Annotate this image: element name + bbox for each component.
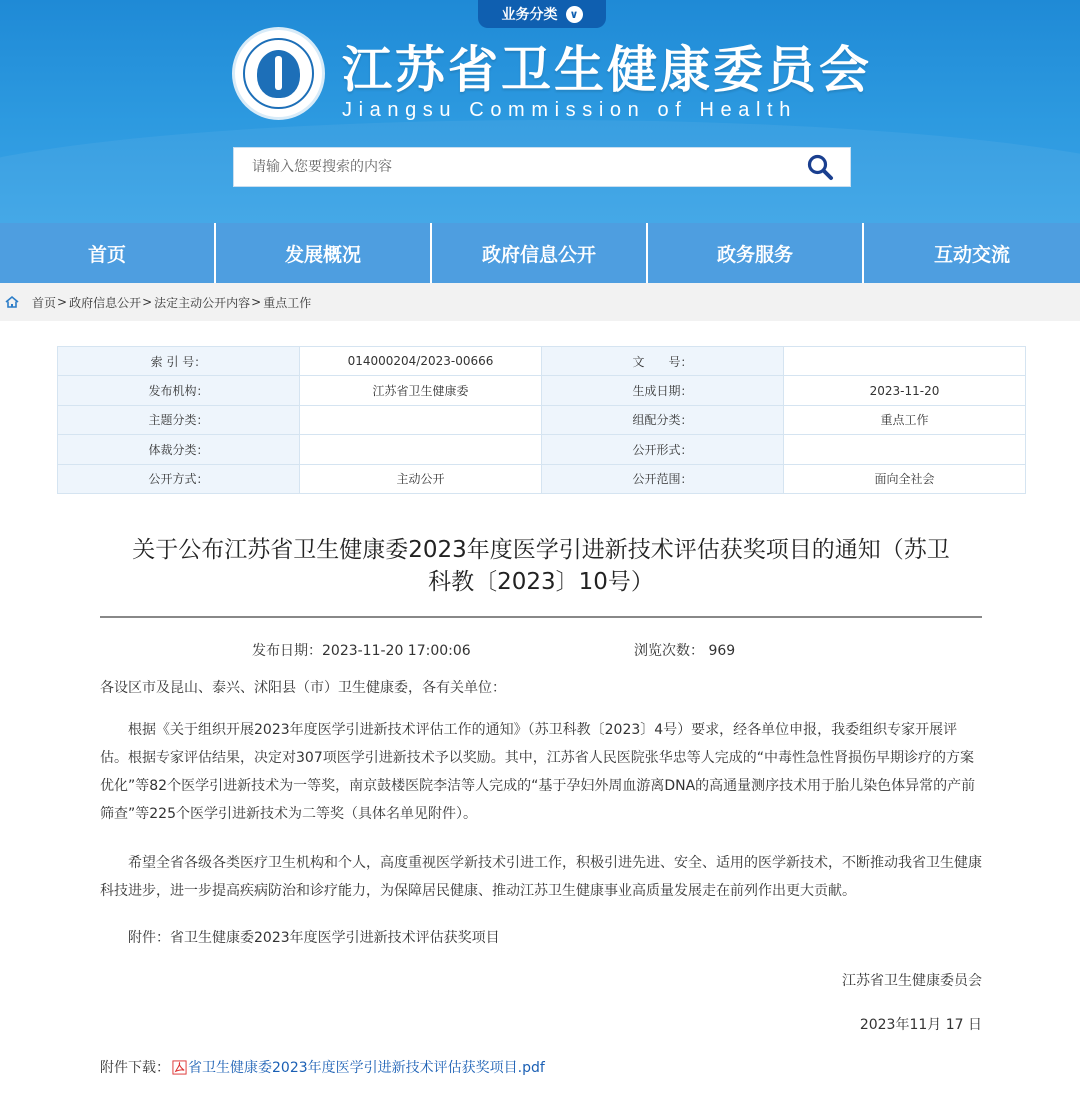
paragraph-2: 希望全省各级各类医疗卫生机构和个人，高度重视医学新技术引进工作，积极引进先进、安全、适用的医学新技术，不断推动我省卫生健康科技进步，进一步提高疾病防治和诊疗能力，为保障居民健康、推动江苏卫生健康事业高质量发展走在前列作出更大贡献。 — [100, 855, 982, 899]
breadcrumb-statutory-content[interactable]: 法定主动公开内容 — [154, 295, 251, 310]
document-meta-table — [57, 346, 1026, 494]
meta-value — [300, 435, 542, 464]
breadcrumb: 首页 > 政府信息公开 > 法定主动公开内容 > 重点工作 — [0, 283, 1080, 321]
meta-value: 重点工作 — [784, 405, 1026, 434]
search-input[interactable] — [234, 148, 790, 186]
title-divider — [100, 616, 982, 618]
article-title — [100, 534, 982, 598]
publish-date: 发布日期：2023-11-20 17:00:06 — [252, 643, 471, 659]
nav-gov-services[interactable]: 政务服务 — [648, 223, 862, 283]
table-row — [58, 405, 1026, 434]
nav-interaction[interactable]: 互动交流 — [864, 223, 1080, 283]
meta-key: 公开方式： — [58, 464, 300, 493]
table-row — [58, 347, 1026, 376]
table-row — [58, 435, 1026, 464]
nav-home[interactable]: 首页 — [0, 223, 214, 283]
salutation: 各设区市及昆山、泰兴、沭阳县（市）卫生健康委，各有关单位： — [100, 680, 506, 696]
view-count: 浏览次数： 969 — [634, 643, 736, 659]
meta-key: 生成日期： — [542, 376, 784, 405]
meta-key: 体裁分类： — [58, 435, 300, 464]
search-button[interactable] — [790, 148, 850, 186]
table-row — [58, 376, 1026, 405]
meta-value — [784, 347, 1026, 376]
meta-value: 014000204/2023-00666 — [300, 347, 542, 376]
meta-value: 面向全社会 — [784, 464, 1026, 493]
breadcrumb-gov-info[interactable]: 政府信息公开 — [69, 295, 142, 310]
meta-key: 公开形式： — [542, 435, 784, 464]
table-row — [58, 464, 1026, 493]
meta-value — [784, 435, 1026, 464]
nav-development[interactable]: 发展概况 — [216, 223, 430, 283]
breadcrumb-key-work[interactable]: 重点工作 — [263, 295, 312, 310]
business-category-tab[interactable] — [478, 0, 606, 28]
search-box — [233, 147, 851, 187]
meta-value: 2023-11-20 — [784, 376, 1026, 405]
paragraph-1: 根据《关于组织开展2023年度医学引进新技术评估工作的通知》（苏卫科教〔2023〕4号）要求，经各单位申报，我委组织专家开展评估。根据专家评估结果，决定对307项医学引进新技术予以奖励。其中，江苏省人民医院张华忠等人完成的“中毒性急性肾损伤早期诊疗的方案优化”等82个医学引进新技术为一等奖，南京鼓楼医院李洁等人完成的“基于孕妇外周血游离DNA的高通量测序技术用于胎儿染色体异常的产前筛查”等225个医学引进新技术为二等奖（具体名单见附件）。 — [100, 722, 976, 822]
home-icon — [4, 294, 20, 310]
meta-key: 组配分类： — [542, 405, 784, 434]
breadcrumb-home[interactable]: 首页 — [32, 295, 57, 310]
download-label: 附件下载： — [100, 1060, 170, 1076]
meta-key: 文 号： — [542, 347, 784, 376]
pdf-icon — [172, 1060, 187, 1075]
meta-key: 索 引 号： — [58, 347, 300, 376]
search-icon — [806, 153, 834, 181]
sign-date: 2023年11月 17 日 — [859, 1017, 982, 1033]
article-title-line1: 关于公布江苏省卫生健康委2023年度医学引进新技术评估获奖项目的通知（苏卫 — [132, 537, 950, 563]
site-title: 江苏省卫生健康委员会 — [342, 41, 872, 99]
business-category-label: 业务分类 — [501, 7, 558, 23]
meta-key: 主题分类： — [58, 405, 300, 434]
meta-key: 公开范围： — [542, 464, 784, 493]
main-nav — [0, 223, 1080, 283]
chevron-down-icon: ∨ — [566, 6, 583, 23]
commission-emblem-logo — [232, 27, 325, 120]
meta-value: 主动公开 — [300, 464, 542, 493]
attachment-file-link[interactable]: 省卫生健康委2023年度医学引进新技术评估获奖项目.pdf — [188, 1060, 545, 1076]
nav-gov-info[interactable]: 政府信息公开 — [432, 223, 646, 283]
meta-value — [300, 405, 542, 434]
article-title-line2: 科教〔2023〕10号） — [428, 569, 654, 595]
attachment-note: 附件：省卫生健康委2023年度医学引进新技术评估获奖项目 — [128, 930, 500, 946]
signature: 江苏省卫生健康委员会 — [842, 973, 982, 989]
site-header — [0, 0, 1080, 223]
attachment-download — [100, 1057, 545, 1077]
site-subtitle: Jiangsu Commission of Health — [342, 99, 797, 121]
meta-key: 发布机构： — [58, 376, 300, 405]
meta-value: 江苏省卫生健康委 — [300, 376, 542, 405]
